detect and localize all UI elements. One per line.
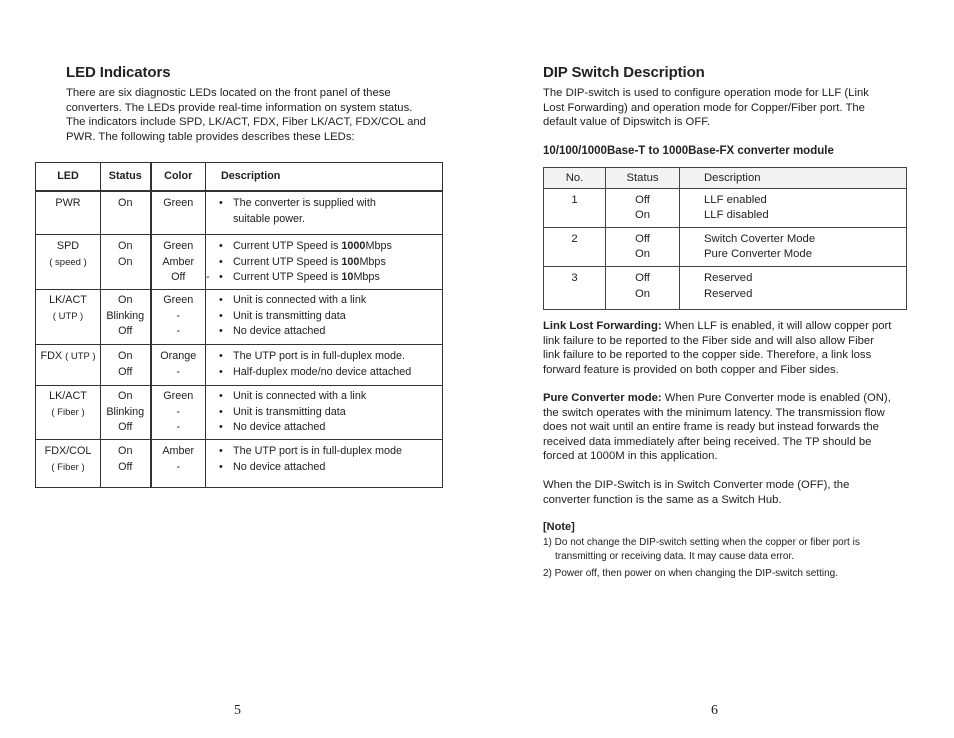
note-item: 1) Do not change the DIP-switch setting when the copper or fiber port is [543,537,860,548]
led-table [35,162,443,488]
dip-no: 2 [544,228,606,267]
led-description: • Unit is connected with a link • Unit is transmitting data • No device attached [206,386,443,440]
led-name: LK/ACT ( Fiber ) [36,386,101,440]
llf-paragraph: Link Lost Forwarding: When LLF is enabled, it will allow copper port link failure to be reported to the Fiber side and will also allow Fiber link failure to be reported to the copper side. Therefore, a link loss forward feature is provided on both copper and Fiber sides. [543,320,892,376]
dip-intro [543,86,923,130]
header-led: LED [36,163,101,192]
dip-description: LLF enabled LLF disabled [680,189,907,228]
header-description: Description [680,168,907,189]
led-description: • The converter is supplied with suitable power. [206,191,443,235]
note-item: 2) Power off, then power on when changing the DIP-switch setting. [543,568,838,579]
led-intro-line: The indicators include SPD, LK/ACT, FDX, Fiber LK/ACT, FDX/COL and [66,116,426,129]
led-name: SPD ( speed ) [36,235,101,290]
led-intro-line: There are six diagnostic LEDs located on the front panel of these [66,87,391,99]
led-intro-line: converters. The LEDs provide real-time information on system status. [66,101,413,114]
llf-label: Link Lost Forwarding: [543,320,662,332]
led-name: PWR [36,191,101,235]
header-status: Status [101,163,151,192]
led-color: Green - - [151,290,206,345]
table-row [36,191,443,235]
table-row [36,440,443,488]
table-row [36,290,443,345]
dip-description: Reserved Reserved [680,267,907,310]
note-list [543,536,913,581]
note-item-continued: transmitting or receiving data. It may cause data error. [555,550,794,562]
dip-table-header [544,168,907,189]
dip-subtitle: 10/100/1000Base-T to 1000Base-FX converter module [543,145,834,157]
dip-status: Off On [606,228,680,267]
page-number-left: 5 [234,703,241,718]
led-description: • Current UTP Speed is 1000Mbps • Current UTP Speed is 100Mbps - • Current UTP Speed is 10Mbps [206,235,443,290]
led-intro [66,86,446,144]
dip-no: 3 [544,267,606,310]
dip-section-title: DIP Switch Description [543,64,705,81]
switch-mode-paragraph: When the DIP-Switch is in Switch Converter mode (OFF), the converter function is the same as a Switch Hub. [543,479,850,506]
led-name: FDX ( UTP ) [36,345,101,386]
led-section-title: LED Indicators [66,64,171,81]
table-row [544,189,907,228]
table-row [36,235,443,290]
led-status: On Off [101,345,151,386]
led-status: On [101,191,151,235]
led-color: Green Amber Off [151,235,206,290]
dip-intro-line: default value of Dipswitch is OFF. [543,116,711,129]
table-row [36,345,443,386]
led-color: Orange - [151,345,206,386]
led-intro-line: PWR. The following table provides describes these LEDs: [66,130,355,143]
led-status: On Off [101,440,151,488]
led-description: • The UTP port is in full-duplex mode. • Half-duplex mode/no device attached [206,345,443,386]
dip-status: Off On [606,189,680,228]
led-status: On Blinking Off [101,386,151,440]
dip-intro-line: Lost Forwarding) and operation mode for Copper/Fiber port. The [543,101,865,114]
table-row [544,228,907,267]
led-description: • Unit is connected with a link • Unit is transmitting data • No device attached [206,290,443,345]
header-color: Color [151,163,206,192]
pure-converter-label: Pure Converter mode: [543,392,662,404]
led-name: FDX/COL ( Fiber ) [36,440,101,488]
dip-description: Switch Coverter Mode Pure Converter Mode [680,228,907,267]
pure-converter-paragraph: Pure Converter mode: When Pure Converter mode is enabled (ON), the switch operates with the minimum latency. The transmission flow does not wait until an entire frame is ready but instead forwards the received data immediately after being received. The TP should be forced at 1000M in this application. [543,392,891,463]
dip-status: Off On [606,267,680,310]
led-table-header [36,163,443,192]
table-row [544,267,907,310]
header-description: Description [206,163,443,192]
header-status: Status [606,168,680,189]
dip-no: 1 [544,189,606,228]
table-row [36,386,443,440]
led-name: LK/ACT ( UTP ) [36,290,101,345]
led-description: • The UTP port is in full-duplex mode • No device attached [206,440,443,488]
dip-intro-line: The DIP-switch is used to configure operation mode for LLF (Link [543,87,869,99]
page-number-right: 6 [711,703,718,718]
led-color: Green - - [151,386,206,440]
led-color: Green [151,191,206,235]
note-title: [Note] [543,521,575,533]
led-color: Amber - [151,440,206,488]
led-status: On On [101,235,151,290]
led-status: On Blinking Off [101,290,151,345]
dip-table [543,167,907,310]
header-no: No. [544,168,606,189]
